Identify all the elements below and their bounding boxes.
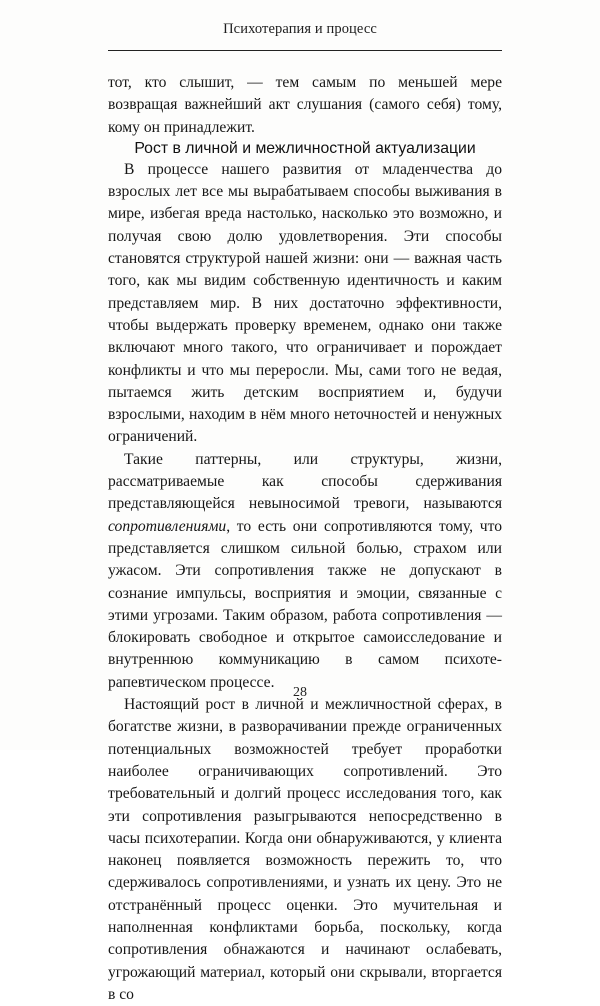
- running-head: Психотерапия и процесс: [223, 21, 377, 37]
- paragraph-2-text-start: Такие паттерны, или структуры, жизни, рассматриваемые как способы сдерживания представляющейся невыносимой тревоги, называются: [108, 450, 502, 513]
- paragraph-2: [108, 449, 502, 694]
- section-heading: Рост в личной и межличностной актуализации: [134, 139, 476, 157]
- paragraph-2-text-end: , то есть они сопротивляются тому, что представляется слишком сильной болью, страхом или ужасом. Эти сопротивления также не допускают в сознание импульсы, восприятия и эмоции, связанные с этими угрозами. Таким образом, работа сопротивления — блокировать свободное и открытое самоисследование и внутреннюю коммуникацию в самом психотерапевтическом процессе.: [108, 517, 502, 691]
- paragraph-2-emphasis: сопротивлениями: [108, 517, 227, 535]
- paragraph-1: В процессе нашего развития от младенчества до взрослых лет все мы вырабатываем способы выживания в мире, избегая вреда настолько, насколько это возможно, и получая свою долю удовлетворения. Эти способы становятся структурой нашей жизни: они — важная часть того, как мы видим собственную идентичность и каким представляем мир. В них достаточно эффективности, чтобы выдержать проверку временем, однако они также включают много такого, что ограничивает и порождает конфликты и что мы переросли. Мы, сами того не ведая, пытаемся жить детским восприятием и, будучи взрослыми, находим в нём много неточностей и ненужных ограничений.: [108, 160, 502, 446]
- paragraph-3: Настоящий рост в личной и межличностной сферах, в богатстве жизни, в разворачивании прежде ограниченных потенциальных возможностей требует проработки наиболее ограничивающих сопротивлений. Это требовательный и долгий процесс исследования того, как эти сопротивления разыгрываются непосредственно в часы психотерапии. Когда они обнаруживаются, у клиента наконец появляется возможность пережить то, что сдерживалось сопротивлениями, и узнать их цену. Это не отстранённый процесс оценки. Это мучительная и наполненная конфликтами борьба, поскольку, когда сопротивления обнажаются и начинают ослабевать, угрожающий материал, который они скрывали, вторгается в со: [108, 696, 502, 1003]
- page-number: 28: [293, 685, 307, 700]
- page-content: [108, 72, 502, 1006]
- header-rule: [108, 50, 502, 51]
- opening-paragraph: тот, кто слышит, — тем самым по меньшей мере возвращая важнейший акт слушания (самого себя) тому, кому он принадлежит.: [108, 74, 502, 136]
